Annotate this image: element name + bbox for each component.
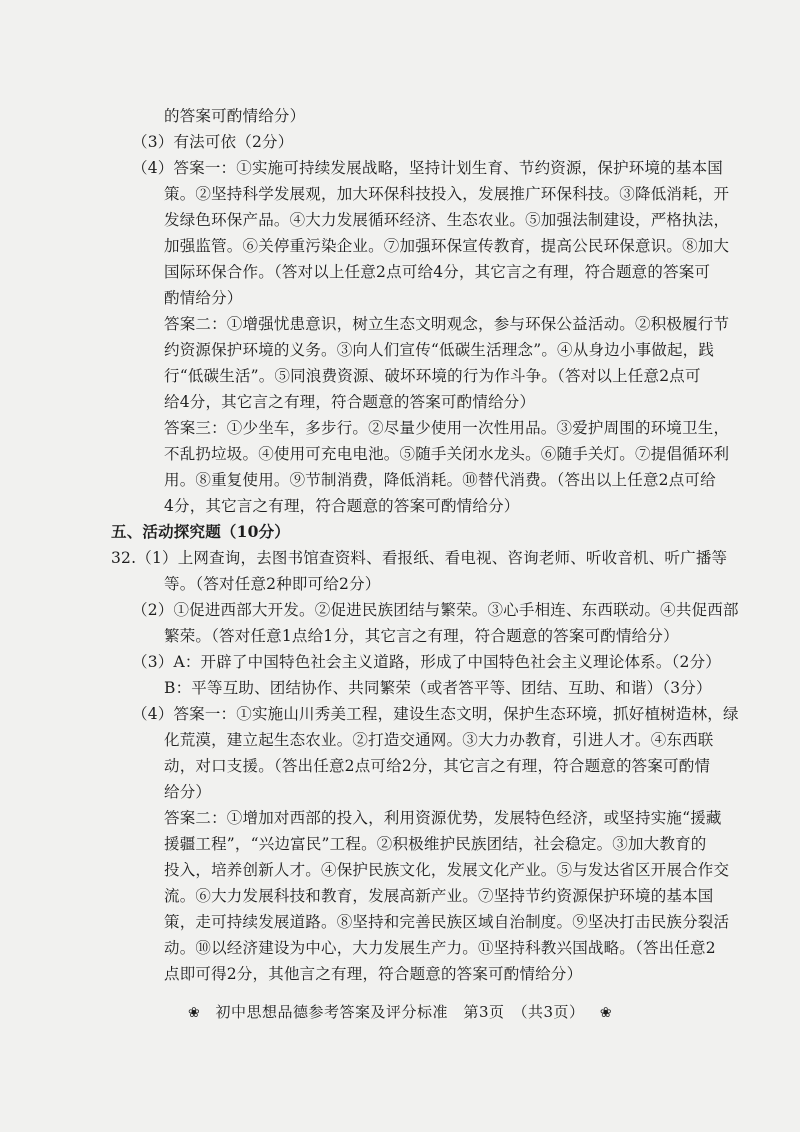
text-line: 4分，其它言之有理，符合题意的答案可酌情给分） — [164, 497, 520, 515]
text-line: 等。（答对任意2种即可给2分） — [164, 575, 381, 593]
footer-text: 初中思想品德参考答案及评分标准 第3页 （共3页） — [215, 1003, 585, 1021]
text-line: （3）有法可依（2分） — [132, 133, 294, 151]
text-line: 繁荣。（答对任意1点给1分，其它言之有理，符合题意的答案可酌情给分） — [164, 627, 679, 645]
text-line: 答案二：①增加对西部的投入，利用资源优势，发展特色经济，或坚持实施“援藏 — [164, 809, 722, 827]
text-line: （2）①促进西部大开发。②促进民族团结与繁荣。③心手相连、东西联动。④共促西部 — [132, 601, 739, 619]
text-line: 不乱扔垃圾。④使用可充电电池。⑤随手关闭水龙头。⑥随手关灯。⑦提倡循环利 — [164, 445, 730, 463]
text-line: 给4分，其它言之有理，符合题意的答案可酌情给分） — [164, 393, 536, 411]
text-line: 用。⑧重复使用。⑨节制消费，降低消耗。⑩替代消费。（答出以上任意2点可给 — [164, 471, 716, 489]
flower-icon: ❀ — [187, 1005, 201, 1021]
text-line: 的答案可酌情给分） — [164, 107, 306, 125]
text-line: 给分） — [164, 783, 212, 801]
text-line: 32.（1）上网查询，去图书馆查资料、看报纸、看电视、咨询老师、听收音机、听广播等 — [111, 549, 728, 567]
section-heading: 五、活动探究题（10分） — [111, 522, 290, 541]
text-line: 策。②坚持科学发展观，加大环保科技投入，发展推广环保科技。③降低消耗，开 — [164, 185, 730, 203]
text-line: 化荒漠，建立起生态农业。②打造交通网。③大力办教育，引进人才。④东西联 — [164, 731, 714, 749]
text-line: 动，对口支援。（答出任意2点可给2分，其它言之有理，符合题意的答案可酌情 — [164, 757, 711, 775]
text-line: （4）答案一：①实施山川秀美工程，建设生态文明，保护生态环境，抓好植树造林，绿 — [132, 705, 739, 723]
text-line: 流。⑥大力发展科技和教育，发展高新产业。⑦坚持节约资源保护环境的基本国 — [164, 887, 714, 905]
text-line: 答案三：①少坐车，多步行。②尽量少使用一次性用品。③爱护周围的环境卫生， — [164, 419, 730, 437]
text-line: 加强监管。⑥关停重污染企业。⑦加强环保宣传教育，提高公民环保意识。⑧加大 — [164, 237, 730, 255]
text-line: B：平等互助、团结协作、共同繁荣（或者答平等、团结、互助、和谐）（3分） — [164, 679, 712, 697]
text-line: 投入，培养创新人才。④保护民族文化，发展文化产业。⑤与发达省区开展合作交 — [164, 861, 730, 879]
text-line: （3）A：开辟了中国特色社会主义道路，形成了中国特色社会主义理论体系。（2分） — [132, 653, 721, 671]
text-line: 发绿色环保产品。④大力发展循环经济、生态农业。⑤加强法制建设，严格执法， — [164, 211, 730, 229]
page-footer — [0, 1002, 800, 1023]
text-line: 点即可得2分，其他言之有理，符合题意的答案可酌情给分） — [164, 965, 583, 983]
text-line: 行“低碳生活”。⑤同浪费资源、破坏环境的行为作斗争。（答对以上任意2点可 — [164, 367, 701, 385]
text-line: 国际环保合作。（答对以上任意2点可给4分，其它言之有理，符合题意的答案可 — [164, 263, 711, 281]
text-line: 答案二：①增强忧患意识，树立生态文明观念，参与环保公益活动。②积极履行节 — [164, 315, 730, 333]
text-line: 酌情给分） — [164, 289, 243, 307]
text-line: （4）答案一：①实施可持续发展战略，坚持计划生育、节约资源，保护环境的基本国 — [132, 159, 723, 177]
text-line: 策，走可持续发展道路。⑧坚持和完善民族区域自治制度。⑨坚决打击民族分裂活 — [164, 913, 730, 931]
text-line: 援疆工程”，“兴边富民”工程。②积极维护民族团结，社会稳定。③加大教育的 — [164, 835, 707, 853]
flower-icon: ❀ — [599, 1005, 613, 1021]
text-line: 动。⑩以经济建设为中心，大力发展生产力。⑪坚持科教兴国战略。（答出任意2 — [164, 939, 716, 957]
text-line: 约资源保护环境的义务。③向人们宣传“低碳生活理念”。④从身边小事做起，践 — [164, 341, 715, 359]
